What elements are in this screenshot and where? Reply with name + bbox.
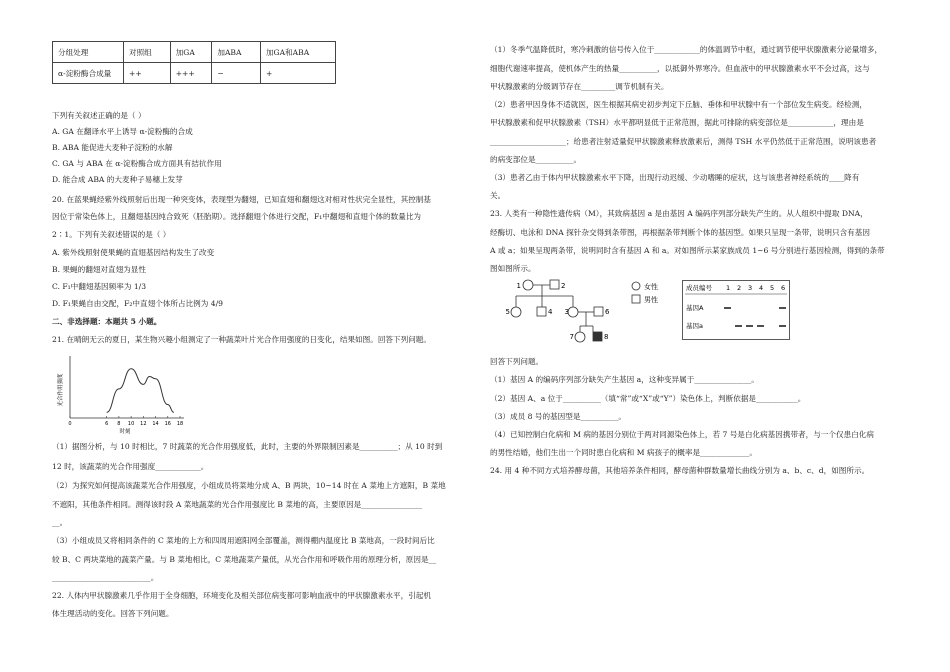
table-header-cell: 加GA: [170, 42, 212, 63]
q23-line: 图如图所示。: [490, 264, 536, 273]
gel-lane: 2: [737, 284, 742, 292]
q20-option: D. F₁果蝇自由交配，F₂中直翅个体所占比例为 4/9: [52, 299, 223, 308]
gel-lane: 4: [759, 284, 764, 292]
q22-line: 体生理活动的变化。回答下列问题。: [52, 609, 174, 618]
q20-option: B. 果蝇的翻翅对直翅为显性: [52, 265, 146, 274]
member-label: 7: [569, 333, 574, 341]
q24-line: 24. 用 4 种不同方式培养酵母菌，其他培养条件相同，酵母菌种群数量增长曲线分别为 a、b、c、d，如图所示。: [490, 466, 870, 475]
q22-part-line: 细胞代谢速率提高，使机体产生的热量__________，以抵御外界寒冷。但血液中的甲状腺激素水平不会过高，这与: [490, 64, 870, 73]
x-tick-label: 0: [68, 421, 72, 427]
member-label: 1: [516, 282, 521, 290]
q21-line: （2）为探究如何提高该蔬菜光合作用强度，小组成员将菜地分成 A、B 两块，10~14 时在 A 菜地上方遮阳，B 菜地: [52, 481, 446, 490]
x-tick-label: 16: [164, 421, 171, 427]
member-label: 4: [548, 308, 553, 316]
photosynthesis-chart: [54, 350, 194, 435]
q22-part-line: ____________________；给患者注射适量促甲状腺激素释放激素后，测得 TSH 水平仍然低于正常范围，说明该患者: [490, 137, 877, 146]
member-2-symbol: [550, 280, 559, 289]
q20-option: C. F₁中翻翅基因频率为 1/3: [52, 282, 147, 291]
x-tick-label: 10: [127, 421, 135, 427]
member-label: 6: [605, 308, 610, 316]
member-8-symbol: [593, 332, 602, 341]
section-heading: 二、非选择题：本题共 5 小题。: [52, 317, 162, 326]
q19-option: C. GA 与 ABA 在 α-淀粉酶合成方面具有拮抗作用: [52, 159, 222, 168]
table-header-cell: 分组处理: [53, 42, 124, 63]
member-4-symbol: [537, 307, 546, 316]
table-header-row: [53, 42, 336, 63]
q23-after-line: （4）已知控制白化病和 M 病的基因分别位于两对同源染色体上，若 7 号是白化病基因携带者，与一个仅患白化病: [490, 430, 874, 439]
gel-lane: 1: [726, 284, 731, 292]
q21-line: __________________________。: [52, 573, 159, 582]
table-header-cell: 加ABA: [212, 42, 261, 63]
gel-row-a: 基因a: [686, 322, 703, 330]
member-label: 3: [564, 308, 569, 316]
x-tick-label: 12: [140, 421, 147, 427]
table-cell: +++: [170, 63, 212, 84]
table-cell: α-淀粉酶合成量: [53, 63, 124, 84]
q21-line: （3）小组成员又将相同条件的 C 菜地的上方和四周用遮阳网全部覆盖，测得棚内温度比 B 菜地高，一段时间后比: [52, 536, 435, 545]
q22-part-line: 的病变部位是__________。: [490, 155, 582, 164]
q21-line: 不遮阳，其他条件相同。测得该时段 A 菜地蔬菜的光合作用强度比 B 菜地的高，主要原因是________________: [52, 500, 423, 509]
member-3-symbol: [568, 307, 578, 317]
member-5-symbol: [511, 307, 521, 317]
table-header-cell: 对照组: [124, 42, 171, 63]
table-row: [53, 63, 336, 84]
member-6-symbol: [594, 307, 603, 316]
q22-part-line: 甲状腺激素的分级调节存在_________调节机制有关。: [490, 82, 669, 91]
table-cell: ++: [124, 63, 171, 84]
gel-band-diagram: [682, 280, 790, 340]
q19-option: A. GA 在翻译水平上诱导 α-淀粉酶的合成: [52, 127, 193, 136]
x-tick-label: 8: [117, 421, 121, 427]
q20-line: 20. 在蓝果蝇经紫外线照射后出现一种突变体，表现型为翻翅，已知直翅和翻翅这对相对性状完全显性，其控制基: [52, 195, 431, 204]
q21-line: 较 B、C 两块菜地的蔬菜产量。与 B 菜地相比，C 菜地蔬菜产量低，从光合作用和呼吸作用的原理分析，原因是__: [52, 555, 437, 564]
member-label: 8: [604, 333, 609, 341]
q23-line: A 或 a；如果呈现两条带，说明同时含有基因 A 和 a。对如图所示某家族成员 1~6 号分别进行基因检测，得到的条带: [490, 246, 885, 255]
series-line: [107, 369, 174, 413]
legend-female-symbol: [632, 282, 640, 290]
q19-option: B. ABA 能促进大麦种子淀粉的水解: [52, 143, 173, 152]
q23-after-line: 回答下列问题。: [490, 357, 544, 366]
legend-female-label: 女性: [644, 283, 658, 291]
q21-line: __。: [52, 518, 68, 527]
q22-line: 22. 人体内甲状腺激素几乎作用于全身细胞，环境变化及相关部位病变都可影响血液中的甲状腺激素水平，引起机: [52, 591, 431, 600]
x-axis-label: 时刻: [119, 429, 131, 435]
x-tick-label: 14: [152, 421, 159, 427]
q22-part-line: （2）患者甲因身体不适就医，医生根据其病史初步判定下丘脑、垂体和甲状腺中有一个部位发生病变。经检测，: [490, 100, 867, 109]
member-7-symbol: [575, 332, 585, 342]
table-cell: +: [260, 63, 335, 84]
enzyme-table: [52, 41, 336, 84]
member-label: 2: [561, 282, 566, 290]
legend-male-symbol: [632, 295, 640, 303]
q21-intro: 21. 在晴朗无云的夏日，某生物兴趣小组测定了一种蔬菜叶片光合作用强度的日变化，结果如图。回答下列问题。: [52, 335, 431, 344]
member-label: 5: [505, 308, 510, 316]
q20-option: A. 紫外线照射使果蝇的直翅基因结构发生了改变: [52, 248, 215, 257]
chart-marks: [107, 369, 174, 413]
gel-lane: 5: [770, 284, 775, 292]
q20-line: 2∶1。下列有关叙述错误的是（ ）: [52, 230, 171, 239]
q23-after-line: （2）基因 A、a 位于__________（填“常”或“X”或“Y”）染色体上，判断依据是___________。: [490, 394, 806, 403]
gel-row-A: 基因A: [686, 304, 704, 312]
q23-after-line: （1）基因 A 的编码序列部分缺失产生基因 a，这种变异属于_______________。: [490, 375, 759, 384]
member-1-symbol: [523, 280, 533, 290]
q23-after-line: （3）成员 8 号的基因型是__________。: [490, 412, 626, 421]
q20-line: 因位于常染色体上，且翻翅基因纯合致死（胚胎期）。选择翻翅个体进行交配，F₁中翻翅和直翅个体的数量比为: [52, 212, 422, 221]
legend-male-label: 男性: [644, 296, 658, 304]
q21-line: 12 时，该蔬菜的光合作用强度____________。: [52, 462, 209, 471]
q22-part-line: 甲状腺激素和促甲状腺激素（TSH）水平都明显低于正常范围，据此可排除的病变部位是____________，理由是: [490, 118, 864, 127]
q22-part-line: （3）患者乙由于体内甲状腺激素水平下降，出现行动迟缓、少动嗜睡的症状，这与该患者神经系统的____降有: [490, 173, 860, 182]
x-tick-label: 6: [105, 421, 109, 427]
pedigree-diagram: [490, 276, 680, 346]
chart-axes: [56, 356, 184, 435]
q23-line: 23. 人类有一种隐性遗传病（M），其致病基因 a 是由基因 A 编码序列部分缺失产生的。从人组织中提取 DNA，: [490, 209, 868, 218]
y-axis-label: 光合作用强度: [58, 373, 64, 407]
q23-after-line: 的男性结婚，他们生出一个同时患白化病和 M 病孩子的概率是_____________。: [490, 448, 757, 457]
table-header-cell: 加GA和ABA: [260, 42, 335, 63]
q19-option: D. 能合成 ABA 的大麦种子易穗上发芽: [52, 175, 183, 184]
q19-stem: 下列有关叙述正确的是（ ）: [52, 111, 146, 120]
q21-line: （1）据图分析，与 10 时相比，7 时蔬菜的光合作用强度低，此时，主要的外界限制因素是__________；从 10 时到: [52, 442, 443, 451]
gel-lane: 3: [748, 284, 753, 292]
table-cell: −: [212, 63, 261, 84]
q23-line: 经酶切、电泳和 DNA 探针杂交得到条带图，再根据条带判断个体的基因型。如果只呈现一条带，说明只含有基因: [490, 228, 870, 237]
gel-lane: 6: [781, 284, 786, 292]
q22-part-line: （1）冬季气温降低时，寒冷刺激的信号传入位于____________的体温调节中枢，通过调节使甲状腺激素分泌量增多，: [490, 45, 883, 54]
gel-header: 成员编号: [686, 284, 712, 292]
q22-part-line: 关。: [490, 191, 506, 200]
x-tick-label: 18: [176, 421, 184, 427]
